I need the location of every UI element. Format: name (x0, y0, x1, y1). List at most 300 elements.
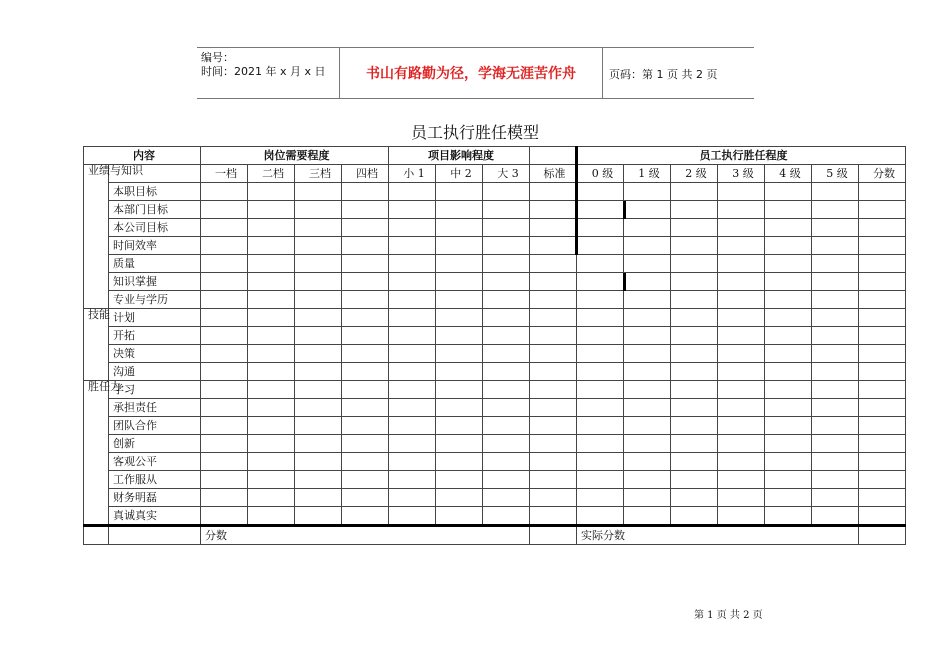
score-cell[interactable] (859, 435, 906, 453)
score-cell[interactable] (342, 453, 389, 471)
score-cell[interactable] (483, 255, 530, 273)
score-cell[interactable] (671, 273, 718, 291)
score-cell[interactable] (436, 183, 483, 201)
score-cell[interactable] (530, 381, 577, 399)
score-cell[interactable] (765, 471, 812, 489)
score-cell[interactable] (671, 471, 718, 489)
score-cell[interactable] (765, 453, 812, 471)
table-row (84, 489, 906, 507)
score-cell[interactable] (530, 435, 577, 453)
score-cell[interactable] (812, 453, 859, 471)
score-cell[interactable] (859, 417, 906, 435)
score-cell[interactable] (248, 309, 295, 327)
score-cell[interactable] (859, 489, 906, 507)
score-cell[interactable] (295, 471, 342, 489)
score-cell[interactable] (577, 309, 624, 327)
score-cell[interactable] (812, 237, 859, 255)
score-cell[interactable] (859, 237, 906, 255)
score-cell[interactable] (483, 417, 530, 435)
score-cell[interactable] (436, 507, 483, 526)
score-cell[interactable] (624, 399, 671, 417)
score-cell[interactable] (201, 255, 248, 273)
score-cell[interactable] (859, 381, 906, 399)
category-cell: 技能 (84, 309, 109, 381)
score-cell[interactable] (248, 381, 295, 399)
score-cell[interactable] (201, 417, 248, 435)
score-cell[interactable] (765, 183, 812, 201)
score-cell[interactable] (483, 489, 530, 507)
header-row (84, 147, 906, 165)
score-cell[interactable] (765, 309, 812, 327)
score-cell[interactable] (201, 219, 248, 237)
score-cell[interactable] (530, 453, 577, 471)
score-cell[interactable] (342, 183, 389, 201)
score-cell[interactable] (577, 417, 624, 435)
score-cell[interactable] (201, 471, 248, 489)
score-cell[interactable] (718, 417, 765, 435)
score-cell[interactable] (248, 453, 295, 471)
score-cell[interactable] (248, 273, 295, 291)
score-cell[interactable] (389, 453, 436, 471)
score-cell[interactable] (577, 183, 624, 201)
score-cell[interactable] (201, 273, 248, 291)
table-row (84, 183, 906, 201)
score-cell[interactable] (389, 345, 436, 363)
score-cell[interactable] (248, 327, 295, 345)
score-cell[interactable] (201, 201, 248, 219)
score-cell[interactable] (859, 507, 906, 526)
score-cell[interactable] (389, 291, 436, 309)
score-cell[interactable] (812, 345, 859, 363)
score-cell[interactable] (483, 291, 530, 309)
score-cell[interactable] (577, 435, 624, 453)
score-cell[interactable] (812, 507, 859, 526)
score-cell[interactable] (248, 363, 295, 381)
score-cell[interactable] (342, 363, 389, 381)
score-cell[interactable] (295, 201, 342, 219)
score-cell[interactable] (671, 453, 718, 471)
score-cell[interactable] (530, 327, 577, 345)
score-cell[interactable] (577, 273, 624, 291)
score-cell[interactable] (624, 471, 671, 489)
score-cell[interactable] (577, 219, 624, 237)
table-row (84, 219, 906, 237)
score-cell[interactable] (201, 453, 248, 471)
score-cell[interactable] (671, 381, 718, 399)
score-cell[interactable] (718, 273, 765, 291)
score-cell[interactable] (624, 489, 671, 507)
score-cell[interactable] (765, 255, 812, 273)
score-cell[interactable] (295, 273, 342, 291)
score-cell[interactable] (295, 381, 342, 399)
score-cell[interactable] (389, 201, 436, 219)
score-cell[interactable] (483, 399, 530, 417)
score-cell[interactable] (577, 489, 624, 507)
score-cell[interactable] (718, 471, 765, 489)
score-cell[interactable] (765, 399, 812, 417)
score-cell[interactable] (624, 309, 671, 327)
score-cell[interactable] (295, 183, 342, 201)
score-cell[interactable] (389, 219, 436, 237)
score-cell[interactable] (812, 291, 859, 309)
score-cell[interactable] (248, 471, 295, 489)
score-cell[interactable] (530, 417, 577, 435)
score-cell[interactable] (671, 417, 718, 435)
score-cell[interactable] (671, 489, 718, 507)
score-cell[interactable] (859, 183, 906, 201)
score-cell[interactable] (718, 291, 765, 309)
score-cell[interactable] (765, 327, 812, 345)
score-cell[interactable] (389, 381, 436, 399)
score-cell[interactable] (436, 489, 483, 507)
score-cell[interactable] (342, 291, 389, 309)
score-cell[interactable] (389, 489, 436, 507)
score-cell[interactable] (671, 237, 718, 255)
score-cell[interactable] (671, 219, 718, 237)
score-cell[interactable] (248, 255, 295, 273)
score-cell[interactable] (577, 363, 624, 381)
score-cell[interactable] (718, 219, 765, 237)
score-cell[interactable] (483, 381, 530, 399)
score-cell[interactable] (812, 417, 859, 435)
score-cell[interactable] (248, 417, 295, 435)
score-cell[interactable] (201, 381, 248, 399)
score-cell[interactable] (248, 435, 295, 453)
score-cell[interactable] (765, 489, 812, 507)
score-cell[interactable] (248, 399, 295, 417)
score-cell[interactable] (389, 237, 436, 255)
score-cell[interactable] (530, 471, 577, 489)
score-cell[interactable] (765, 381, 812, 399)
score-cell[interactable] (765, 237, 812, 255)
score-cell[interactable] (859, 273, 906, 291)
score-cell[interactable] (624, 237, 671, 255)
score-cell[interactable] (765, 507, 812, 526)
score-cell[interactable] (248, 201, 295, 219)
score-cell[interactable] (718, 381, 765, 399)
score-cell[interactable] (436, 219, 483, 237)
score-cell[interactable] (295, 345, 342, 363)
score-cell[interactable] (624, 417, 671, 435)
score-cell[interactable] (577, 255, 624, 273)
score-cell[interactable] (295, 435, 342, 453)
score-cell[interactable] (530, 489, 577, 507)
score-cell[interactable] (765, 291, 812, 309)
score-cell[interactable] (577, 237, 624, 255)
score-cell[interactable] (436, 255, 483, 273)
score-cell[interactable] (389, 435, 436, 453)
score-cell[interactable] (483, 435, 530, 453)
score-cell[interactable] (530, 399, 577, 417)
score-cell[interactable] (342, 507, 389, 526)
score-cell[interactable] (859, 345, 906, 363)
score-cell[interactable] (295, 237, 342, 255)
score-cell[interactable] (483, 237, 530, 255)
score-cell[interactable] (577, 381, 624, 399)
score-cell[interactable] (577, 291, 624, 309)
score-cell[interactable] (765, 273, 812, 291)
score-cell[interactable] (577, 453, 624, 471)
score-cell[interactable] (530, 273, 577, 291)
score-cell[interactable] (389, 507, 436, 526)
score-cell[interactable] (342, 309, 389, 327)
score-cell[interactable] (389, 273, 436, 291)
score-cell[interactable] (436, 201, 483, 219)
score-cell[interactable] (201, 345, 248, 363)
score-cell[interactable] (577, 471, 624, 489)
score-cell[interactable] (295, 255, 342, 273)
score-cell[interactable] (295, 309, 342, 327)
score-cell[interactable] (201, 435, 248, 453)
score-cell[interactable] (718, 345, 765, 363)
score-cell[interactable] (342, 435, 389, 453)
score-cell[interactable] (859, 363, 906, 381)
score-cell[interactable] (295, 453, 342, 471)
score-cell[interactable] (812, 381, 859, 399)
score-cell[interactable] (718, 255, 765, 273)
score-cell[interactable] (483, 453, 530, 471)
score-cell[interactable] (859, 399, 906, 417)
score-cell[interactable] (812, 201, 859, 219)
score-cell[interactable] (718, 507, 765, 526)
score-cell[interactable] (718, 453, 765, 471)
score-cell[interactable] (389, 417, 436, 435)
score-cell[interactable] (530, 183, 577, 201)
item-label: 本职目标 (109, 183, 201, 201)
score-cell[interactable] (530, 237, 577, 255)
score-cell[interactable] (765, 219, 812, 237)
score-cell[interactable] (577, 345, 624, 363)
score-cell[interactable] (389, 309, 436, 327)
score-cell[interactable] (483, 309, 530, 327)
score-cell[interactable] (624, 201, 671, 219)
score-cell[interactable] (530, 309, 577, 327)
score-cell[interactable] (483, 219, 530, 237)
score-cell[interactable] (436, 273, 483, 291)
score-cell[interactable] (436, 237, 483, 255)
score-cell[interactable] (718, 435, 765, 453)
score-label: 分数 (201, 526, 530, 545)
score-cell[interactable] (436, 345, 483, 363)
score-cell[interactable] (389, 183, 436, 201)
score-cell[interactable] (295, 489, 342, 507)
category-cell: 业绩与知识 (84, 165, 109, 309)
score-cell[interactable] (859, 327, 906, 345)
score-cell[interactable] (624, 291, 671, 309)
score-cell[interactable] (436, 399, 483, 417)
score-cell[interactable] (248, 345, 295, 363)
score-cell[interactable] (389, 471, 436, 489)
score-cell[interactable] (342, 345, 389, 363)
score-cell[interactable] (577, 201, 624, 219)
score-cell[interactable] (483, 327, 530, 345)
score-cell[interactable] (765, 417, 812, 435)
score-cell[interactable] (530, 219, 577, 237)
score-cell[interactable] (859, 453, 906, 471)
score-cell[interactable] (483, 345, 530, 363)
score-cell[interactable] (342, 237, 389, 255)
score-cell[interactable] (342, 201, 389, 219)
score-cell[interactable] (859, 291, 906, 309)
score-cell[interactable] (718, 489, 765, 507)
score-cell[interactable] (577, 507, 624, 526)
score-cell[interactable] (671, 507, 718, 526)
score-cell[interactable] (718, 363, 765, 381)
score-cell[interactable] (483, 363, 530, 381)
score-cell[interactable] (718, 309, 765, 327)
score-cell[interactable] (201, 183, 248, 201)
score-cell[interactable] (483, 471, 530, 489)
score-cell[interactable] (436, 471, 483, 489)
score-cell[interactable] (624, 363, 671, 381)
score-cell[interactable] (483, 507, 530, 526)
score-cell[interactable] (530, 201, 577, 219)
score-cell[interactable] (201, 399, 248, 417)
score-cell[interactable] (624, 345, 671, 363)
score-cell[interactable] (295, 327, 342, 345)
score-cell[interactable] (436, 453, 483, 471)
score-cell[interactable] (624, 219, 671, 237)
item-label: 学习 (109, 381, 201, 399)
score-cell[interactable] (718, 183, 765, 201)
score-cell[interactable] (389, 255, 436, 273)
score-cell[interactable] (812, 309, 859, 327)
score-cell[interactable] (295, 399, 342, 417)
score-cell[interactable] (342, 399, 389, 417)
score-cell[interactable] (295, 507, 342, 526)
score-cell[interactable] (295, 417, 342, 435)
score-cell[interactable] (248, 291, 295, 309)
score-cell[interactable] (295, 219, 342, 237)
score-cell[interactable] (624, 255, 671, 273)
score-cell[interactable] (483, 201, 530, 219)
score-cell[interactable] (671, 255, 718, 273)
score-cell[interactable] (436, 327, 483, 345)
table-row (84, 435, 906, 453)
score-cell[interactable] (812, 435, 859, 453)
score-cell[interactable] (342, 219, 389, 237)
score-cell[interactable] (671, 183, 718, 201)
score-cell[interactable] (624, 327, 671, 345)
score-cell[interactable] (342, 327, 389, 345)
score-cell[interactable] (718, 399, 765, 417)
score-cell[interactable] (859, 255, 906, 273)
score-cell[interactable] (530, 345, 577, 363)
score-cell[interactable] (718, 327, 765, 345)
score-cell[interactable] (248, 489, 295, 507)
score-cell[interactable] (671, 435, 718, 453)
score-cell[interactable] (624, 435, 671, 453)
score-cell[interactable] (436, 291, 483, 309)
score-cell[interactable] (530, 507, 577, 526)
score-cell[interactable] (342, 273, 389, 291)
score-cell[interactable] (812, 255, 859, 273)
score-cell[interactable] (765, 363, 812, 381)
score-cell[interactable] (201, 507, 248, 526)
score-cell[interactable] (624, 453, 671, 471)
score-cell[interactable] (295, 363, 342, 381)
score-cell[interactable] (295, 291, 342, 309)
score-cell[interactable] (859, 309, 906, 327)
score-cell[interactable] (436, 363, 483, 381)
score-cell[interactable] (624, 381, 671, 399)
score-cell[interactable] (671, 327, 718, 345)
score-cell[interactable] (248, 237, 295, 255)
score-cell[interactable] (765, 435, 812, 453)
score-cell[interactable] (530, 255, 577, 273)
score-cell[interactable] (718, 237, 765, 255)
score-cell[interactable] (201, 291, 248, 309)
table-row (84, 381, 906, 399)
score-cell[interactable] (483, 273, 530, 291)
score-cell[interactable] (859, 471, 906, 489)
actual-score-value[interactable] (859, 526, 906, 545)
score-cell[interactable] (436, 417, 483, 435)
score-cell[interactable] (201, 327, 248, 345)
score-cell[interactable] (201, 237, 248, 255)
score-blank (530, 526, 577, 545)
score-cell[interactable] (859, 219, 906, 237)
score-cell[interactable] (342, 255, 389, 273)
score-cell[interactable] (201, 363, 248, 381)
score-cell[interactable] (436, 309, 483, 327)
score-cell[interactable] (671, 345, 718, 363)
score-cell[interactable] (671, 291, 718, 309)
score-cell[interactable] (812, 327, 859, 345)
score-cell[interactable] (624, 273, 671, 291)
score-cell[interactable] (530, 363, 577, 381)
column-subheader: 标准 (530, 165, 577, 183)
score-cell[interactable] (718, 201, 765, 219)
score-cell[interactable] (812, 183, 859, 201)
score-cell[interactable] (436, 381, 483, 399)
score-cell[interactable] (577, 399, 624, 417)
score-cell[interactable] (248, 219, 295, 237)
score-cell[interactable] (483, 183, 530, 201)
score-cell[interactable] (765, 345, 812, 363)
score-cell[interactable] (201, 489, 248, 507)
score-cell[interactable] (201, 309, 248, 327)
score-cell[interactable] (248, 183, 295, 201)
score-cell[interactable] (812, 273, 859, 291)
score-cell[interactable] (671, 399, 718, 417)
score-cell[interactable] (671, 201, 718, 219)
score-cell[interactable] (624, 183, 671, 201)
score-cell[interactable] (624, 507, 671, 526)
score-cell[interactable] (577, 327, 624, 345)
score-cell[interactable] (671, 363, 718, 381)
score-cell[interactable] (389, 399, 436, 417)
score-cell[interactable] (389, 327, 436, 345)
score-cell[interactable] (342, 417, 389, 435)
score-cell[interactable] (812, 363, 859, 381)
competence-table (83, 146, 906, 545)
score-cell[interactable] (342, 489, 389, 507)
score-cell[interactable] (671, 309, 718, 327)
score-cell[interactable] (436, 435, 483, 453)
score-cell[interactable] (389, 363, 436, 381)
score-cell[interactable] (812, 471, 859, 489)
score-cell[interactable] (342, 381, 389, 399)
score-cell[interactable] (765, 201, 812, 219)
score-cell[interactable] (248, 507, 295, 526)
score-cell[interactable] (812, 399, 859, 417)
score-cell[interactable] (342, 471, 389, 489)
score-cell[interactable] (530, 291, 577, 309)
score-cell[interactable] (812, 489, 859, 507)
score-cell[interactable] (859, 201, 906, 219)
score-cell[interactable] (812, 219, 859, 237)
